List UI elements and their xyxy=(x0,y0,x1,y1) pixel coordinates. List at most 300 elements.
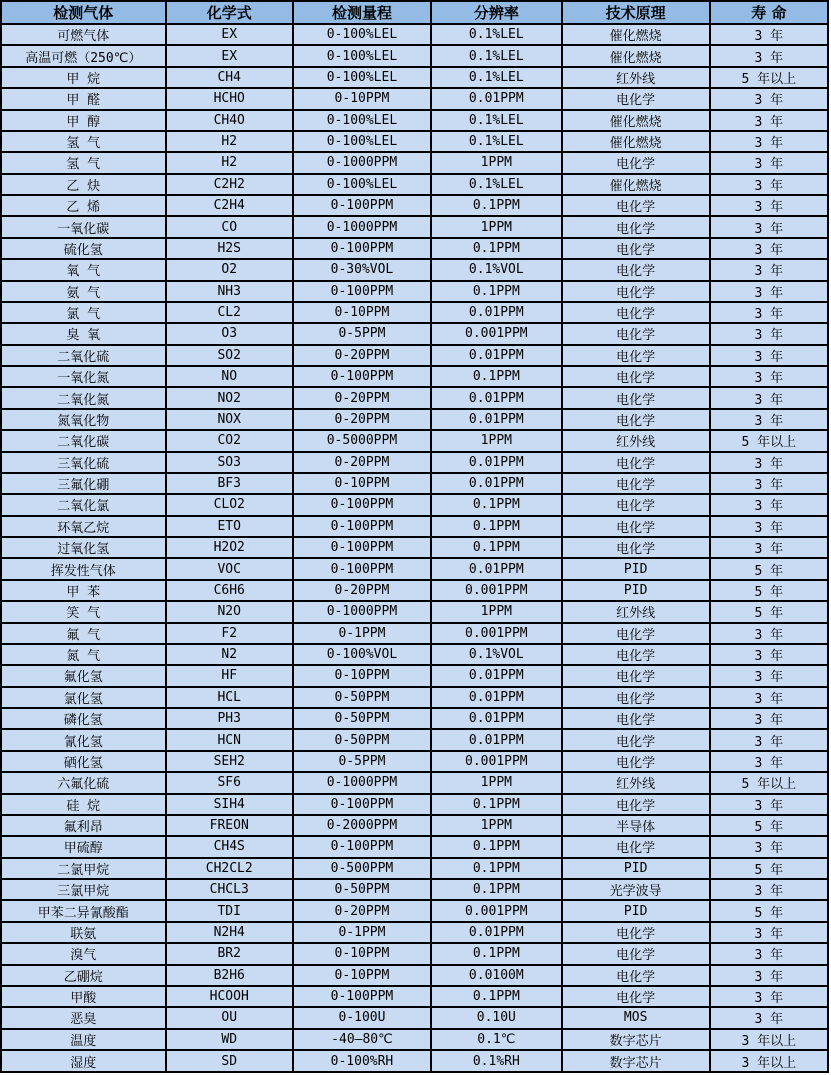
cell-range: 0-100PPM xyxy=(293,794,431,815)
cell-resolution: 0.1%LEL xyxy=(431,110,562,131)
cell-gas: 氮 气 xyxy=(1,644,166,665)
table-row xyxy=(1,1007,828,1028)
cell-resolution: 0.01PPM xyxy=(431,687,562,708)
cell-lifespan: 3 年 xyxy=(710,131,828,152)
cell-range: 0-100%LEL xyxy=(293,174,431,195)
table-row xyxy=(1,836,828,857)
cell-resolution: 0.1PPM xyxy=(431,537,562,558)
cell-formula: HCOOH xyxy=(166,986,293,1007)
table-row xyxy=(1,88,828,109)
cell-lifespan: 3 年 xyxy=(710,281,828,302)
cell-principle: 数字芯片 xyxy=(562,1050,710,1072)
table-row xyxy=(1,174,828,195)
table-row xyxy=(1,366,828,387)
cell-gas: 二氧化氮 xyxy=(1,387,166,408)
cell-formula: H2S xyxy=(166,238,293,259)
table-row xyxy=(1,943,828,964)
cell-gas: 氢 气 xyxy=(1,152,166,173)
cell-formula: O3 xyxy=(166,323,293,344)
cell-principle: 催化燃烧 xyxy=(562,110,710,131)
table-row xyxy=(1,687,828,708)
table-row xyxy=(1,110,828,131)
cell-range: 0-100U xyxy=(293,1007,431,1028)
column-header-resolution: 分辨率 xyxy=(431,1,562,24)
cell-lifespan: 3 年 xyxy=(710,836,828,857)
cell-resolution: 0.0100M xyxy=(431,965,562,986)
cell-principle: 半导体 xyxy=(562,815,710,836)
cell-lifespan: 5 年 xyxy=(710,858,828,879)
cell-lifespan: 5 年 xyxy=(710,601,828,622)
cell-formula: BF3 xyxy=(166,473,293,494)
cell-formula: N2O xyxy=(166,601,293,622)
cell-resolution: 0.1PPM xyxy=(431,794,562,815)
cell-lifespan: 3 年 xyxy=(710,24,828,45)
table-row xyxy=(1,216,828,237)
cell-range: 0-50PPM xyxy=(293,687,431,708)
cell-resolution: 0.1PPM xyxy=(431,494,562,515)
cell-resolution: 0.1PPM xyxy=(431,366,562,387)
cell-gas: 甲 醛 xyxy=(1,88,166,109)
cell-gas: 氢 气 xyxy=(1,131,166,152)
cell-principle: 电化学 xyxy=(562,986,710,1007)
cell-principle: 电化学 xyxy=(562,452,710,473)
cell-range: 0-100%LEL xyxy=(293,45,431,66)
cell-range: 0-2000PPM xyxy=(293,815,431,836)
table-row xyxy=(1,729,828,750)
cell-gas: 硫化氢 xyxy=(1,238,166,259)
cell-lifespan: 3 年 xyxy=(710,409,828,430)
table-row xyxy=(1,494,828,515)
cell-lifespan: 3 年 xyxy=(710,729,828,750)
cell-principle: PID xyxy=(562,900,710,921)
cell-lifespan: 3 年 xyxy=(710,644,828,665)
column-header-formula: 化学式 xyxy=(166,1,293,24)
cell-range: 0-1000PPM xyxy=(293,152,431,173)
cell-gas: 甲酸 xyxy=(1,986,166,1007)
cell-resolution: 0.01PPM xyxy=(431,729,562,750)
cell-principle: 催化燃烧 xyxy=(562,45,710,66)
cell-principle: 数字芯片 xyxy=(562,1029,710,1050)
cell-range: 0-20PPM xyxy=(293,580,431,601)
cell-resolution: 0.01PPM xyxy=(431,558,562,579)
cell-gas: 溴气 xyxy=(1,943,166,964)
cell-range: 0-20PPM xyxy=(293,900,431,921)
table-row xyxy=(1,45,828,66)
cell-lifespan: 3 年 xyxy=(710,623,828,644)
table-row xyxy=(1,580,828,601)
cell-formula: O2 xyxy=(166,259,293,280)
column-header-gas: 检测气体 xyxy=(1,1,166,24)
cell-principle: 电化学 xyxy=(562,943,710,964)
cell-gas: 湿度 xyxy=(1,1050,166,1072)
table-row xyxy=(1,387,828,408)
cell-range: 0-20PPM xyxy=(293,345,431,366)
cell-gas: 氰化氢 xyxy=(1,729,166,750)
cell-lifespan: 3 年 xyxy=(710,152,828,173)
table-row xyxy=(1,238,828,259)
cell-formula: SO2 xyxy=(166,345,293,366)
table-row xyxy=(1,644,828,665)
cell-principle: 电化学 xyxy=(562,281,710,302)
table-row xyxy=(1,302,828,323)
cell-formula: EX xyxy=(166,45,293,66)
cell-formula: C2H2 xyxy=(166,174,293,195)
cell-gas: 臭 氧 xyxy=(1,323,166,344)
cell-gas: 挥发性气体 xyxy=(1,558,166,579)
cell-principle: 红外线 xyxy=(562,430,710,451)
cell-formula: H2 xyxy=(166,131,293,152)
cell-resolution: 0.01PPM xyxy=(431,302,562,323)
cell-principle: 电化学 xyxy=(562,238,710,259)
cell-formula: BR2 xyxy=(166,943,293,964)
cell-resolution: 0.1PPM xyxy=(431,238,562,259)
cell-formula: NH3 xyxy=(166,281,293,302)
cell-principle: 电化学 xyxy=(562,708,710,729)
cell-resolution: 0.01PPM xyxy=(431,708,562,729)
cell-gas: 甲苯二异氰酸酯 xyxy=(1,900,166,921)
cell-resolution: 0.01PPM xyxy=(431,922,562,943)
table-row xyxy=(1,323,828,344)
cell-range: 0-100PPM xyxy=(293,537,431,558)
cell-gas: 二氧化氯 xyxy=(1,494,166,515)
cell-range: 0-500PPM xyxy=(293,858,431,879)
cell-principle: 电化学 xyxy=(562,409,710,430)
cell-gas: 过氧化氢 xyxy=(1,537,166,558)
cell-gas: 联氨 xyxy=(1,922,166,943)
cell-resolution: 0.001PPM xyxy=(431,580,562,601)
cell-range: 0-20PPM xyxy=(293,409,431,430)
cell-resolution: 0.1%LEL xyxy=(431,174,562,195)
cell-resolution: 0.1%VOL xyxy=(431,644,562,665)
cell-resolution: 0.10U xyxy=(431,1007,562,1028)
table-row xyxy=(1,152,828,173)
table-row xyxy=(1,1029,828,1050)
cell-gas: 二氧化硫 xyxy=(1,345,166,366)
cell-formula: HCL xyxy=(166,687,293,708)
cell-formula: NOX xyxy=(166,409,293,430)
cell-gas: 氧 气 xyxy=(1,259,166,280)
cell-lifespan: 5 年以上 xyxy=(710,430,828,451)
cell-principle: 电化学 xyxy=(562,729,710,750)
cell-principle: 电化学 xyxy=(562,387,710,408)
cell-principle: 红外线 xyxy=(562,67,710,88)
table-row xyxy=(1,67,828,88)
cell-lifespan: 3 年 xyxy=(710,345,828,366)
cell-lifespan: 3 年 xyxy=(710,323,828,344)
cell-range: 0-100PPM xyxy=(293,366,431,387)
cell-formula: CO2 xyxy=(166,430,293,451)
cell-principle: 红外线 xyxy=(562,601,710,622)
table-row xyxy=(1,986,828,1007)
table-row xyxy=(1,558,828,579)
cell-formula: F2 xyxy=(166,623,293,644)
cell-formula: OU xyxy=(166,1007,293,1028)
cell-formula: CH4O xyxy=(166,110,293,131)
cell-resolution: 0.1PPM xyxy=(431,836,562,857)
cell-resolution: 0.1PPM xyxy=(431,943,562,964)
cell-formula: SEH2 xyxy=(166,751,293,772)
cell-principle: 电化学 xyxy=(562,751,710,772)
cell-lifespan: 5 年以上 xyxy=(710,772,828,793)
cell-resolution: 1PPM xyxy=(431,601,562,622)
cell-lifespan: 3 年 xyxy=(710,687,828,708)
cell-range: 0-100PPM xyxy=(293,986,431,1007)
cell-formula: EX xyxy=(166,24,293,45)
cell-range: 0-50PPM xyxy=(293,729,431,750)
table-row xyxy=(1,516,828,537)
table-row xyxy=(1,430,828,451)
cell-range: 0-100%LEL xyxy=(293,24,431,45)
cell-range: 0-100PPM xyxy=(293,516,431,537)
cell-lifespan: 3 年 xyxy=(710,387,828,408)
header-row xyxy=(1,1,828,24)
cell-gas: 环氧乙烷 xyxy=(1,516,166,537)
table-row xyxy=(1,409,828,430)
cell-range: 0-100PPM xyxy=(293,558,431,579)
cell-resolution: 0.1PPM xyxy=(431,858,562,879)
cell-gas: 乙 烯 xyxy=(1,195,166,216)
cell-lifespan: 5 年以上 xyxy=(710,67,828,88)
cell-principle: 电化学 xyxy=(562,922,710,943)
cell-range: 0-10PPM xyxy=(293,943,431,964)
cell-principle: 电化学 xyxy=(562,152,710,173)
cell-formula: H2 xyxy=(166,152,293,173)
table-row xyxy=(1,259,828,280)
cell-lifespan: 3 年 xyxy=(710,302,828,323)
cell-range: 0-100%RH xyxy=(293,1050,431,1072)
cell-resolution: 0.001PPM xyxy=(431,323,562,344)
cell-formula: VOC xyxy=(166,558,293,579)
cell-principle: 电化学 xyxy=(562,516,710,537)
cell-lifespan: 3 年 xyxy=(710,794,828,815)
cell-range: 0-100PPM xyxy=(293,195,431,216)
table-row xyxy=(1,537,828,558)
cell-lifespan: 3 年 xyxy=(710,473,828,494)
cell-gas: 甲 醇 xyxy=(1,110,166,131)
cell-lifespan: 3 年 xyxy=(710,88,828,109)
cell-formula: TDI xyxy=(166,900,293,921)
cell-resolution: 1PPM xyxy=(431,815,562,836)
table-row xyxy=(1,772,828,793)
cell-lifespan: 3 年 xyxy=(710,943,828,964)
cell-range: 0-50PPM xyxy=(293,879,431,900)
cell-gas: 可燃气体 xyxy=(1,24,166,45)
table-row xyxy=(1,281,828,302)
cell-formula: N2H4 xyxy=(166,922,293,943)
cell-resolution: 1PPM xyxy=(431,216,562,237)
cell-formula: CH4S xyxy=(166,836,293,857)
cell-range: 0-1000PPM xyxy=(293,772,431,793)
cell-resolution: 0.01PPM xyxy=(431,473,562,494)
cell-gas: 三氧化硫 xyxy=(1,452,166,473)
cell-lifespan: 3 年 xyxy=(710,751,828,772)
table-row xyxy=(1,623,828,644)
cell-principle: 红外线 xyxy=(562,772,710,793)
cell-lifespan: 3 年 xyxy=(710,516,828,537)
cell-formula: HCHO xyxy=(166,88,293,109)
cell-principle: 电化学 xyxy=(562,259,710,280)
cell-formula: FREON xyxy=(166,815,293,836)
cell-range: 0-1000PPM xyxy=(293,601,431,622)
cell-resolution: 0.1PPM xyxy=(431,986,562,1007)
cell-resolution: 0.001PPM xyxy=(431,751,562,772)
cell-gas: 氟化氢 xyxy=(1,665,166,686)
cell-formula: C2H4 xyxy=(166,195,293,216)
cell-principle: 光学波导 xyxy=(562,879,710,900)
cell-formula: HCN xyxy=(166,729,293,750)
cell-gas: 三氯甲烷 xyxy=(1,879,166,900)
cell-lifespan: 3 年 xyxy=(710,879,828,900)
table-row xyxy=(1,601,828,622)
cell-resolution: 0.001PPM xyxy=(431,623,562,644)
cell-range: 0-1PPM xyxy=(293,623,431,644)
cell-formula: SO3 xyxy=(166,452,293,473)
cell-lifespan: 3 年 xyxy=(710,366,828,387)
cell-range: 0-100%LEL xyxy=(293,131,431,152)
cell-gas: 温度 xyxy=(1,1029,166,1050)
cell-resolution: 0.001PPM xyxy=(431,900,562,921)
cell-formula: H2O2 xyxy=(166,537,293,558)
cell-range: 0-1PPM xyxy=(293,922,431,943)
cell-gas: 甲硫醇 xyxy=(1,836,166,857)
cell-formula: CO xyxy=(166,216,293,237)
cell-lifespan: 3 年 xyxy=(710,708,828,729)
cell-formula: B2H6 xyxy=(166,965,293,986)
table-row xyxy=(1,452,828,473)
cell-resolution: 1PPM xyxy=(431,430,562,451)
cell-gas: 三氟化硼 xyxy=(1,473,166,494)
cell-gas: 硅 烷 xyxy=(1,794,166,815)
cell-range: 0-10PPM xyxy=(293,88,431,109)
cell-gas: 恶臭 xyxy=(1,1007,166,1028)
cell-principle: PID xyxy=(562,858,710,879)
cell-range: 0-30%VOL xyxy=(293,259,431,280)
table-row xyxy=(1,965,828,986)
table-row xyxy=(1,708,828,729)
cell-principle: 电化学 xyxy=(562,473,710,494)
cell-gas: 氟 气 xyxy=(1,623,166,644)
cell-principle: 催化燃烧 xyxy=(562,174,710,195)
table-row xyxy=(1,1050,828,1072)
cell-lifespan: 5 年 xyxy=(710,815,828,836)
cell-resolution: 0.1PPM xyxy=(431,516,562,537)
table-row xyxy=(1,858,828,879)
cell-lifespan: 3 年以上 xyxy=(710,1050,828,1072)
cell-formula: HF xyxy=(166,665,293,686)
cell-resolution: 0.01PPM xyxy=(431,345,562,366)
cell-gas: 氟利昂 xyxy=(1,815,166,836)
cell-range: 0-100PPM xyxy=(293,494,431,515)
cell-range: 0-20PPM xyxy=(293,452,431,473)
cell-lifespan: 3 年 xyxy=(710,965,828,986)
cell-range: 0-100%LEL xyxy=(293,67,431,88)
cell-principle: 电化学 xyxy=(562,836,710,857)
table-body xyxy=(1,24,828,1072)
cell-range: 0-10PPM xyxy=(293,473,431,494)
cell-lifespan: 3 年 xyxy=(710,195,828,216)
cell-formula: CH4 xyxy=(166,67,293,88)
cell-lifespan: 3 年 xyxy=(710,986,828,1007)
cell-principle: 电化学 xyxy=(562,195,710,216)
cell-range: 0-100PPM xyxy=(293,836,431,857)
cell-principle: MOS xyxy=(562,1007,710,1028)
cell-principle: 电化学 xyxy=(562,665,710,686)
table-row xyxy=(1,751,828,772)
cell-gas: 氨 气 xyxy=(1,281,166,302)
cell-resolution: 1PPM xyxy=(431,772,562,793)
table-row xyxy=(1,665,828,686)
cell-formula: C6H6 xyxy=(166,580,293,601)
cell-resolution: 0.1%LEL xyxy=(431,67,562,88)
cell-resolution: 0.1PPM xyxy=(431,281,562,302)
cell-range: 0-10PPM xyxy=(293,302,431,323)
table-row xyxy=(1,473,828,494)
cell-formula: SD xyxy=(166,1050,293,1072)
table-row xyxy=(1,195,828,216)
cell-gas: 磷化氢 xyxy=(1,708,166,729)
cell-resolution: 0.01PPM xyxy=(431,665,562,686)
cell-principle: 电化学 xyxy=(562,366,710,387)
cell-formula: CLO2 xyxy=(166,494,293,515)
table-row xyxy=(1,922,828,943)
table-row xyxy=(1,815,828,836)
cell-lifespan: 3 年 xyxy=(710,665,828,686)
cell-formula: SIH4 xyxy=(166,794,293,815)
cell-gas: 氯 气 xyxy=(1,302,166,323)
cell-resolution: 0.1%LEL xyxy=(431,24,562,45)
cell-gas: 二氯甲烷 xyxy=(1,858,166,879)
cell-gas: 一氧化氮 xyxy=(1,366,166,387)
cell-principle: 电化学 xyxy=(562,644,710,665)
cell-lifespan: 3 年 xyxy=(710,922,828,943)
cell-principle: 电化学 xyxy=(562,623,710,644)
cell-formula: CH2CL2 xyxy=(166,858,293,879)
cell-resolution: 0.1%LEL xyxy=(431,45,562,66)
cell-formula: NO xyxy=(166,366,293,387)
cell-lifespan: 5 年 xyxy=(710,900,828,921)
cell-principle: 电化学 xyxy=(562,216,710,237)
cell-formula: CHCL3 xyxy=(166,879,293,900)
cell-range: 0-1000PPM xyxy=(293,216,431,237)
cell-formula: PH3 xyxy=(166,708,293,729)
cell-gas: 六氟化硫 xyxy=(1,772,166,793)
cell-formula: WD xyxy=(166,1029,293,1050)
cell-principle: 催化燃烧 xyxy=(562,24,710,45)
cell-lifespan: 3 年 xyxy=(710,174,828,195)
cell-lifespan: 3 年 xyxy=(710,494,828,515)
cell-principle: PID xyxy=(562,580,710,601)
table-row xyxy=(1,900,828,921)
cell-range: 0-50PPM xyxy=(293,708,431,729)
cell-resolution: 0.01PPM xyxy=(431,452,562,473)
cell-gas: 笑 气 xyxy=(1,601,166,622)
cell-lifespan: 3 年以上 xyxy=(710,1029,828,1050)
table-row xyxy=(1,794,828,815)
cell-formula: N2 xyxy=(166,644,293,665)
table-row xyxy=(1,345,828,366)
cell-lifespan: 5 年 xyxy=(710,558,828,579)
cell-lifespan: 3 年 xyxy=(710,537,828,558)
cell-principle: 催化燃烧 xyxy=(562,131,710,152)
cell-principle: 电化学 xyxy=(562,794,710,815)
cell-lifespan: 3 年 xyxy=(710,45,828,66)
cell-range: 0-100PPM xyxy=(293,238,431,259)
cell-lifespan: 3 年 xyxy=(710,110,828,131)
cell-gas: 硒化氢 xyxy=(1,751,166,772)
cell-range: 0-100%VOL xyxy=(293,644,431,665)
cell-range: 0-10PPM xyxy=(293,965,431,986)
cell-range: 0-10PPM xyxy=(293,665,431,686)
